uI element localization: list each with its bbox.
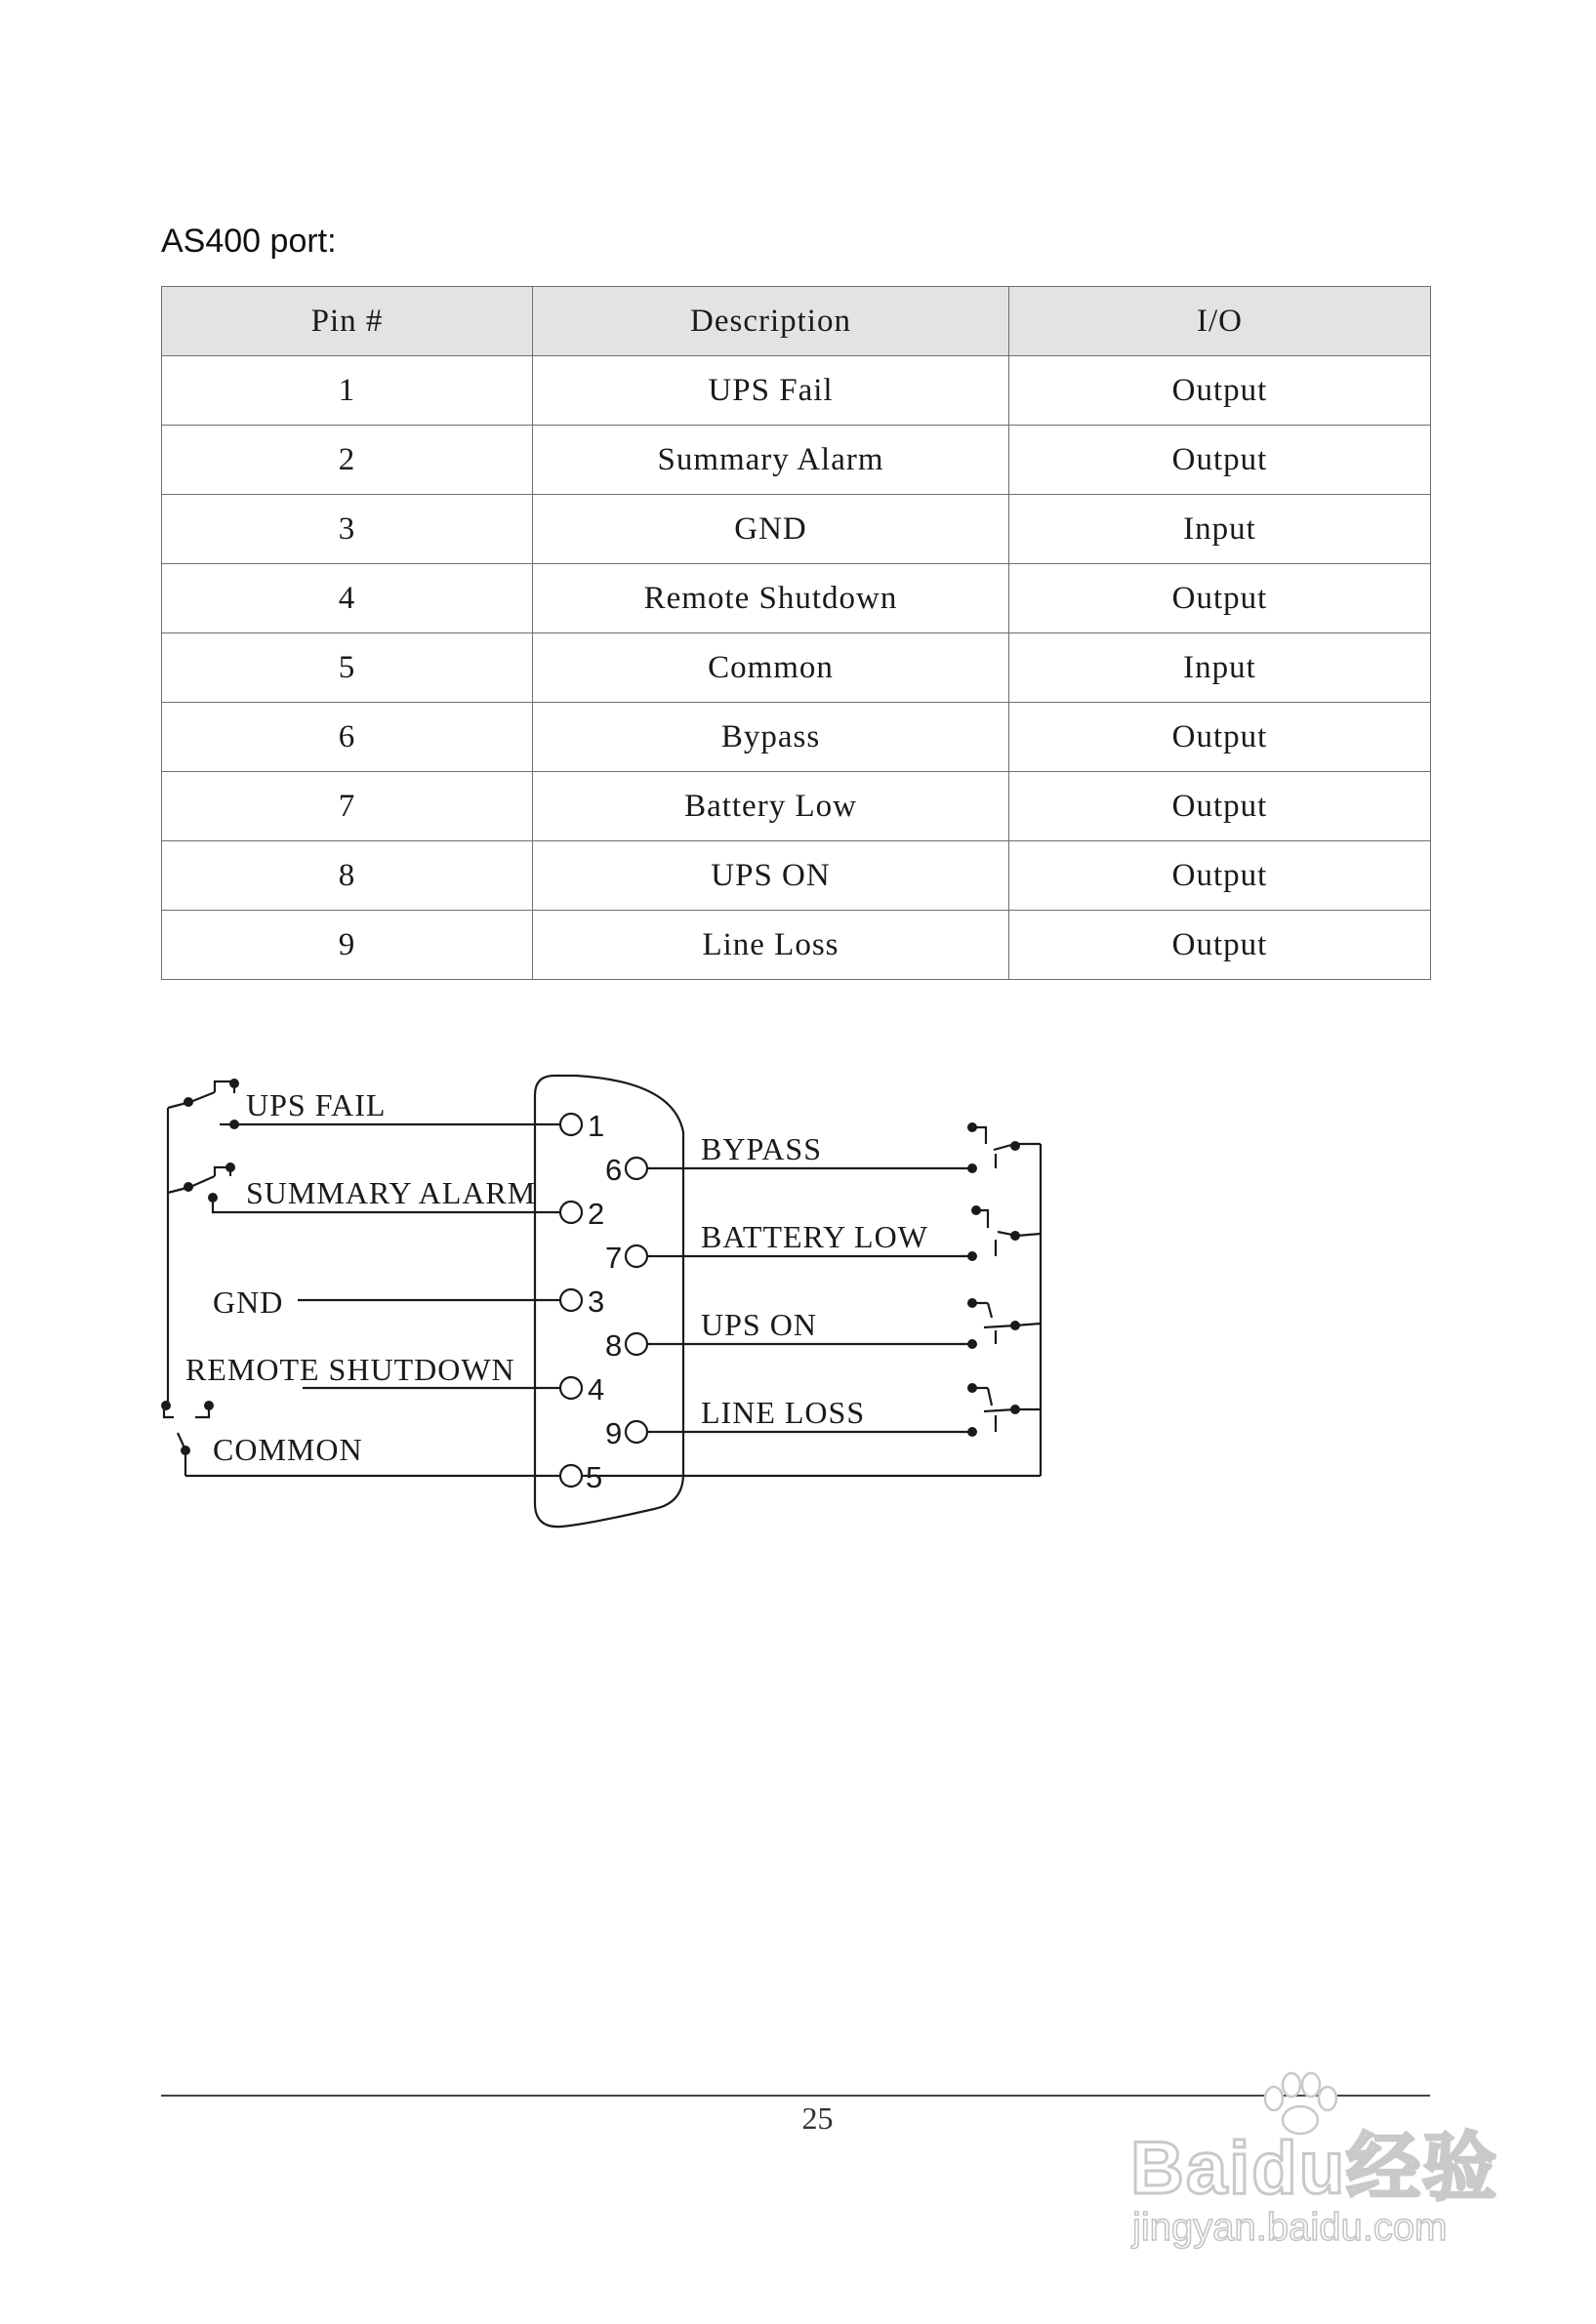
cell-io: Output — [1009, 841, 1431, 911]
pin-number: 3 — [588, 1284, 605, 1319]
watermark-url: jingyan.baidu.com — [1132, 2206, 1448, 2249]
pin-number: 5 — [586, 1460, 603, 1494]
table-row — [162, 495, 1431, 564]
table-row — [162, 356, 1431, 426]
cell-io: Output — [1009, 703, 1431, 772]
header-description: Description — [533, 287, 1009, 356]
header-pin: Pin # — [162, 287, 533, 356]
label-gnd: GND — [213, 1284, 284, 1320]
ups-fail-switch — [190, 1081, 234, 1102]
pin-number: 6 — [605, 1153, 623, 1187]
header-io: I/O — [1009, 287, 1431, 356]
cell-pin: 1 — [162, 356, 533, 426]
table-header-row — [162, 287, 1431, 356]
line-loss-switch — [974, 1388, 1041, 1432]
ups-on-switch — [974, 1303, 1041, 1344]
cell-description: Battery Low — [533, 772, 1009, 841]
cell-pin: 6 — [162, 703, 533, 772]
label-ups-on: UPS ON — [701, 1307, 817, 1342]
cell-io: Output — [1009, 911, 1431, 980]
pin-number: 8 — [605, 1328, 623, 1363]
cell-io: Output — [1009, 564, 1431, 633]
battery-low-switch — [978, 1210, 1041, 1256]
cell-description: GND — [533, 495, 1009, 564]
cell-description: Line Loss — [533, 911, 1009, 980]
cell-pin: 7 — [162, 772, 533, 841]
pin-number: 4 — [588, 1372, 605, 1407]
pin-table — [161, 286, 1431, 980]
page-number: 25 — [801, 2100, 834, 2136]
table-row — [162, 564, 1431, 633]
section-title: AS400 port: — [161, 223, 337, 260]
table-row — [162, 633, 1431, 703]
summary-alarm-switch — [190, 1167, 230, 1187]
cell-description: Common — [533, 633, 1009, 703]
cell-io: Input — [1009, 495, 1431, 564]
cell-pin: 5 — [162, 633, 533, 703]
cell-description: UPS Fail — [533, 356, 1009, 426]
cell-pin: 9 — [162, 911, 533, 980]
label-bypass: BYPASS — [701, 1131, 823, 1166]
table-row — [162, 772, 1431, 841]
table-row — [162, 703, 1431, 772]
cell-pin: 2 — [162, 426, 533, 495]
cell-io: Input — [1009, 633, 1431, 703]
cell-description: Bypass — [533, 703, 1009, 772]
cell-io: Output — [1009, 356, 1431, 426]
cell-description: Summary Alarm — [533, 426, 1009, 495]
pin-number: 9 — [605, 1416, 623, 1450]
pin-number: 1 — [588, 1109, 605, 1143]
label-line-loss: LINE LOSS — [701, 1395, 866, 1430]
cell-pin: 4 — [162, 564, 533, 633]
cell-description: UPS ON — [533, 841, 1009, 911]
table-row — [162, 841, 1431, 911]
pin-number: 7 — [605, 1241, 623, 1275]
cell-description: Remote Shutdown — [533, 564, 1009, 633]
pin-number: 2 — [588, 1197, 605, 1231]
watermark-brand: Baidu经验 — [1130, 2127, 1499, 2210]
table-row — [162, 911, 1431, 980]
bypass-switch — [974, 1127, 1041, 1168]
cell-pin: 3 — [162, 495, 533, 564]
label-battery-low: BATTERY LOW — [701, 1219, 928, 1254]
cell-pin: 8 — [162, 841, 533, 911]
cell-io: Output — [1009, 426, 1431, 495]
label-ups-fail: UPS FAIL — [246, 1087, 387, 1122]
table-row — [162, 426, 1431, 495]
wiring-diagram — [0, 1054, 1093, 1562]
label-remote-shutdown: REMOTE SHUTDOWN — [185, 1352, 515, 1387]
cell-io: Output — [1009, 772, 1431, 841]
label-common: COMMON — [213, 1432, 363, 1467]
label-summary-alarm: SUMMARY ALARM — [246, 1175, 537, 1210]
baidu-watermark — [1123, 2069, 1513, 2264]
